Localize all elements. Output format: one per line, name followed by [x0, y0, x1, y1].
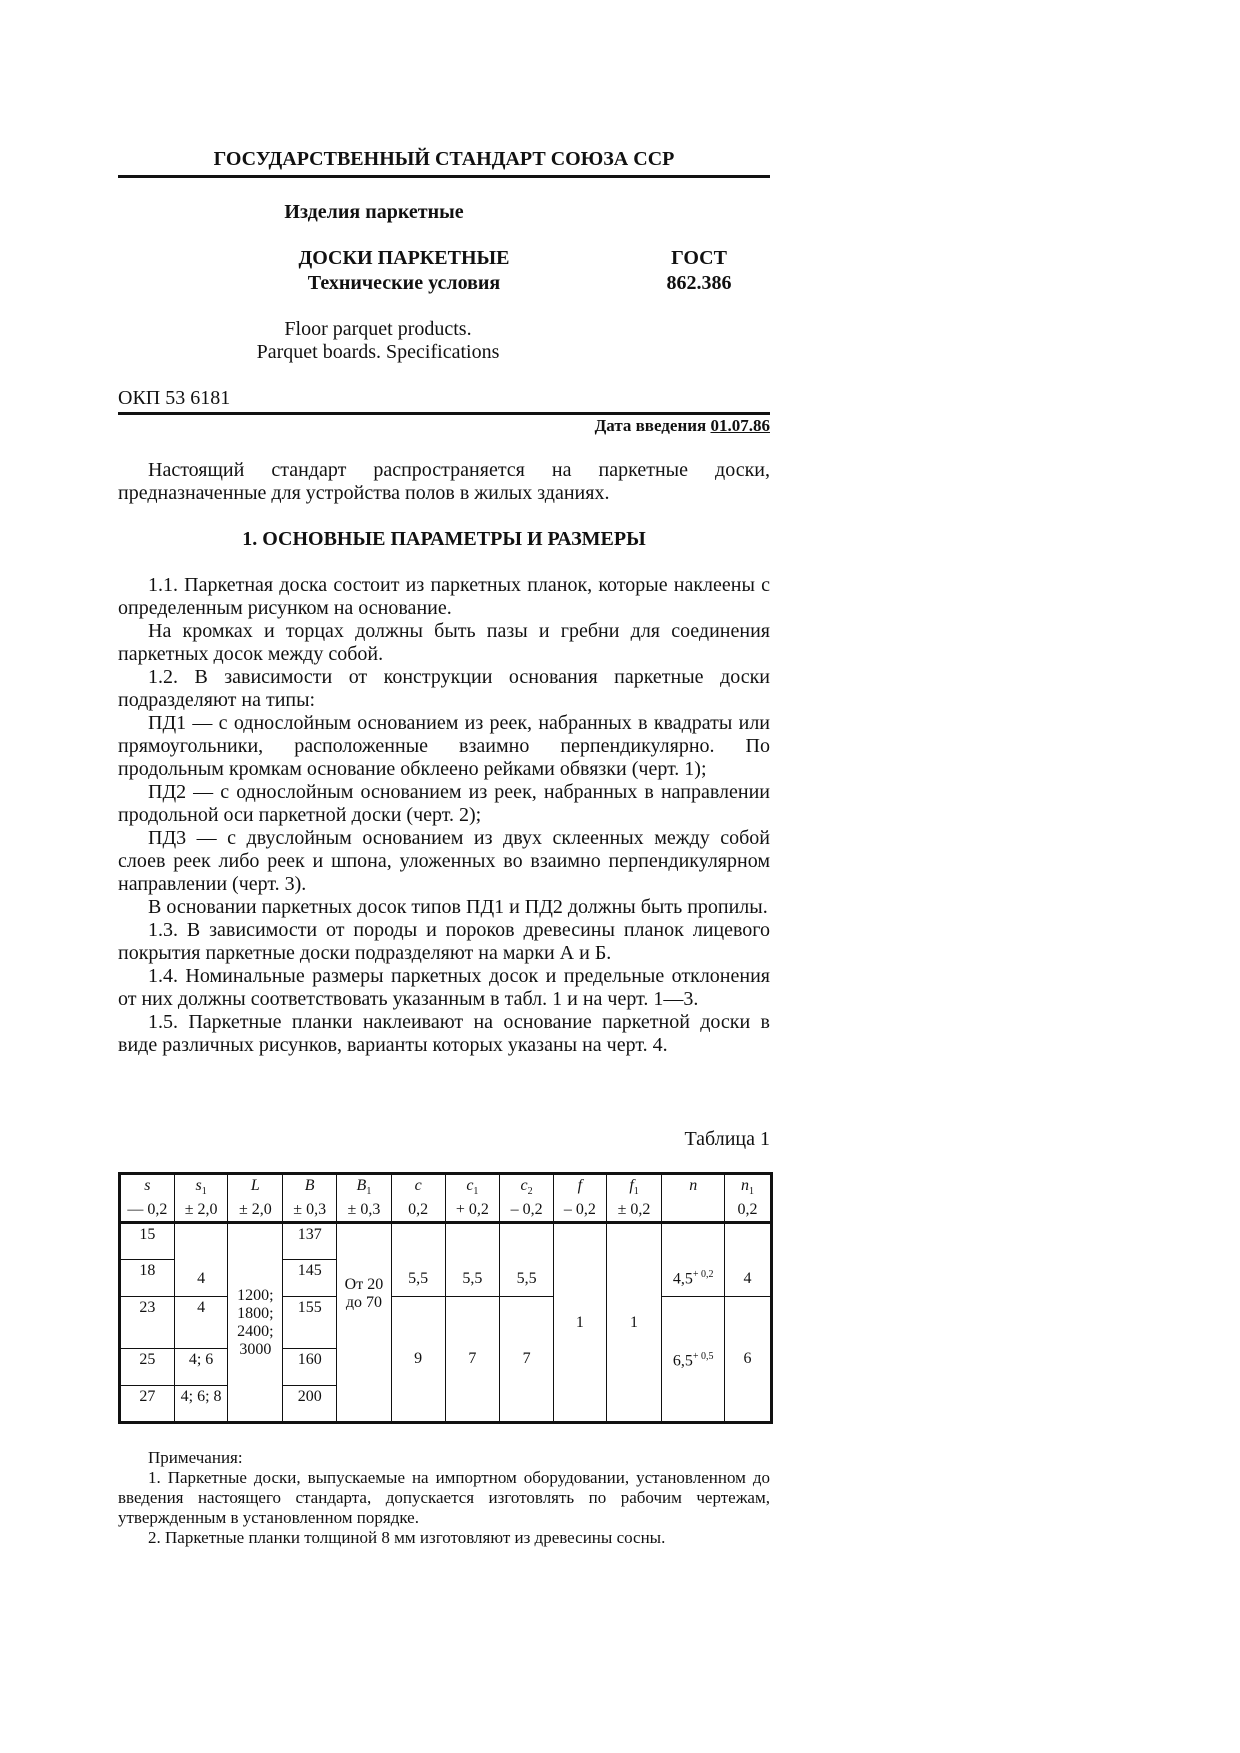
paragraph: ПД3 — с двуслойным основанием из двух склеенных между собой слоев реек либо реек и шпона, уложенных во взаимно перпендикулярном направлении (черт. 3). — [118, 827, 770, 895]
gost-number — [628, 246, 770, 296]
notes-title: Примечания: — [148, 1448, 243, 1467]
cell-s1: 4 — [174, 1297, 228, 1349]
table-row — [120, 1297, 772, 1349]
table-row — [120, 1223, 772, 1260]
cell-f: 1 — [553, 1223, 606, 1423]
document-name-line2: Технические условия — [307, 272, 501, 294]
table-header-cell: $B_1$ ± 0,3 — [337, 1174, 392, 1223]
paragraph: 1.4. Номинальные размеры паркетных досок и предельные отклонения от них должны соответствовать указанным в табл. 1 и на черт. 1—3. — [118, 965, 770, 1010]
section-body — [118, 574, 770, 1057]
paragraph: 1.5. Паркетные планки наклеивают на основание паркетной доски в виде различных рисунков, варианты которых указаны на черт. 4. — [118, 1011, 770, 1056]
cell-s1: 4 — [174, 1223, 228, 1297]
table-header-cell: $n_1$ 0,2 — [725, 1174, 772, 1223]
table-header-cell: c 0,2 — [391, 1174, 445, 1223]
intro-paragraph — [118, 459, 770, 505]
okp-code: ОКП 53 6181 — [118, 387, 231, 409]
table-header-cell: $f_1$ ± 0,2 — [606, 1174, 662, 1223]
cell-c2: 5,5 — [500, 1223, 554, 1297]
section-title: 1. ОСНОВНЫЕ ПАРАМЕТРЫ И РАЗМЕРЫ — [242, 528, 646, 550]
cell-s: 23 — [120, 1297, 175, 1349]
cell-n1: 4 — [725, 1223, 772, 1297]
gost-code: 862.386 — [666, 272, 732, 294]
paragraph: 1.3. В зависимости от породы и пороков древесины планок лицевого покрытия паркетные доски подразделяют на марки А и Б. — [118, 919, 770, 964]
paragraph: На кромках и торцах должны быть пазы и гребни для соединения паркетных досок между собой. — [118, 620, 770, 665]
document-name-line1: ДОСКИ ПАРКЕТНЫЕ — [298, 247, 510, 269]
cell-n: $6,5^{+ 0,5}$ — [662, 1297, 725, 1423]
dimensions-table — [118, 1172, 773, 1424]
cell-s: 15 — [120, 1223, 175, 1260]
note-item: 1. Паркетные доски, выпускаемые на импортном оборудовании, установленном до введения настоящего стандарта, допускается изготовлять по рабочим чертежам, утвержденным в установленном порядке. — [118, 1468, 770, 1527]
standard-title: ГОСУДАРСТВЕННЫЙ СТАНДАРТ СОЮЗА ССР — [213, 148, 675, 170]
introduction-date — [595, 416, 770, 436]
cell-c1: 5,5 — [445, 1223, 500, 1297]
paragraph: В основании паркетных досок типов ПД1 и ПД2 должны быть пропилы. — [148, 896, 768, 918]
introduction-date-value: 01.07.86 — [710, 416, 770, 435]
cell-B: 155 — [283, 1297, 337, 1349]
gost-label: ГОСТ — [671, 247, 727, 269]
table-header-cell: n — [662, 1174, 725, 1223]
cell-s: 18 — [120, 1260, 175, 1297]
cell-c2: 7 — [500, 1297, 554, 1423]
cell-B: 200 — [283, 1386, 337, 1423]
cell-s: 27 — [120, 1386, 175, 1423]
paragraph: 1.2. В зависимости от конструкции основания паркетные доски подразделяют на типы: — [118, 666, 770, 711]
cell-L: 1200; 1800; 2400; 3000 — [228, 1223, 283, 1423]
intro-text: Настоящий стандарт распространяется на паркетные доски, предназначенные для устройства полов в жилых зданиях. — [118, 459, 770, 504]
paragraph: ПД2 — с однослойным основанием из реек, набранных в направлении продольной оси паркетной доски (черт. 2); — [118, 781, 770, 826]
paragraph: ПД1 — с однослойным основанием из реек, набранных в квадраты или прямоугольники, расположенные взаимно перпендикулярно. По продольным кромкам основание обклеено рейками обвязки (черт. 1); — [118, 712, 770, 780]
table-header-cell: B ± 0,3 — [283, 1174, 337, 1223]
cell-c1: 7 — [445, 1297, 500, 1423]
table-caption: Таблица 1 — [684, 1128, 770, 1150]
cell-f1: 1 — [606, 1223, 662, 1423]
table-header-cell: $s_1$ ± 2,0 — [174, 1174, 228, 1223]
cell-B: 145 — [283, 1260, 337, 1297]
product-kind: Изделия паркетные — [284, 201, 464, 223]
table-header-row — [120, 1174, 772, 1223]
cell-B1: От 20 до 70 — [337, 1223, 392, 1423]
english-title-line2: Parquet boards. Specifications — [256, 341, 500, 363]
table-header-cell: $c_1$ + 0,2 — [445, 1174, 500, 1223]
table-header-cell: s — 0,2 — [120, 1174, 175, 1223]
cell-n1: 6 — [725, 1297, 772, 1423]
table-header-cell: $c_2$ – 0,2 — [500, 1174, 554, 1223]
table-header-cell: L ± 2,0 — [228, 1174, 283, 1223]
cell-c: 9 — [391, 1297, 445, 1423]
table-notes — [118, 1448, 770, 1548]
cell-s1: 4; 6 — [174, 1349, 228, 1386]
header-rule — [118, 175, 770, 178]
english-title-line1: Floor parquet products. — [284, 318, 472, 340]
note-item: 2. Паркетные планки толщиной 8 мм изготовляют из древесины сосны. — [148, 1528, 666, 1547]
okp-rule — [118, 412, 770, 415]
cell-c: 5,5 — [391, 1223, 445, 1297]
cell-n: $4,5^{+ 0,2}$ — [662, 1223, 725, 1297]
table-header-cell: f – 0,2 — [553, 1174, 606, 1223]
introduction-date-label: Дата введения — [594, 416, 707, 435]
cell-B: 160 — [283, 1349, 337, 1386]
document-name — [218, 246, 590, 296]
paragraph: 1.1. Паркетная доска состоит из паркетных планок, которые наклеены с определенным рисунком на основание. — [118, 574, 770, 619]
english-title — [118, 318, 638, 364]
cell-s1: 4; 6; 8 — [174, 1386, 228, 1423]
cell-s: 25 — [120, 1349, 175, 1386]
cell-B: 137 — [283, 1223, 337, 1260]
